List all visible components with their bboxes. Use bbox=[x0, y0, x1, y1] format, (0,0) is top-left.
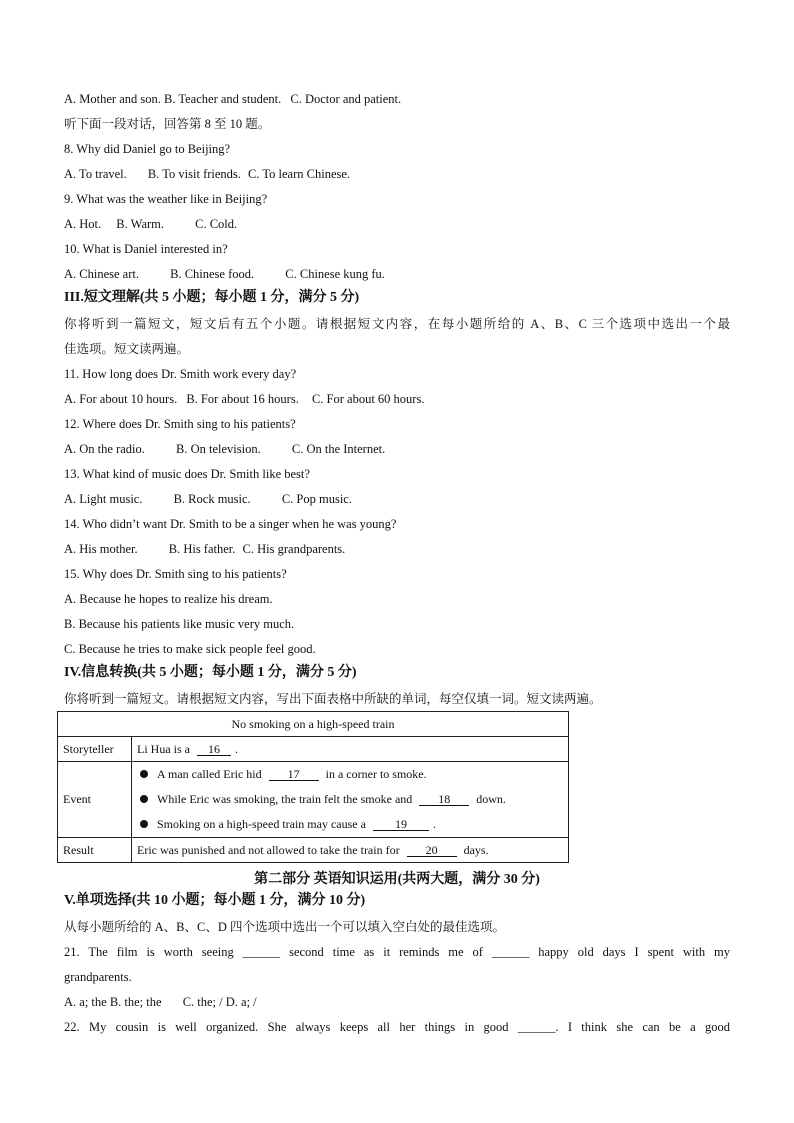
q15-option-a: A. Because he hopes to realize his dream. bbox=[64, 592, 273, 606]
option: C. Cold. bbox=[195, 217, 238, 231]
option: C. the; / bbox=[182, 995, 223, 1009]
q14-options bbox=[64, 541, 345, 557]
option: A. On the radio. bbox=[64, 442, 145, 456]
info-table bbox=[57, 711, 569, 863]
option: B. Warm. bbox=[116, 217, 164, 231]
q8-options bbox=[64, 166, 350, 182]
option: B. For about 16 hours. bbox=[186, 392, 299, 406]
cell-text: Smoking on a high-speed train may cause a bbox=[157, 817, 366, 831]
answer-blank-18[interactable]: 18 bbox=[419, 793, 469, 806]
question-15: 15. Why does Dr. Smith sing to his patients? bbox=[64, 567, 287, 581]
cell-text: down. bbox=[476, 792, 506, 806]
question-14: 14. Who didn’t want Dr. Smith to be a singer when he was young? bbox=[64, 517, 397, 531]
option: B. Teacher and student. bbox=[164, 92, 282, 106]
bullet-icon bbox=[140, 770, 148, 778]
option: C. On the Internet. bbox=[291, 442, 386, 456]
q10-options bbox=[64, 266, 385, 282]
option: B. Rock music. bbox=[173, 492, 251, 506]
answer-blank-19[interactable]: 19 bbox=[373, 818, 429, 831]
option: A. Hot. bbox=[64, 217, 102, 231]
cell-text: days. bbox=[463, 842, 489, 857]
table-row bbox=[58, 712, 569, 737]
question-12: 12. Where does Dr. Smith sing to his patients? bbox=[64, 417, 296, 431]
option: A. Mother and son. bbox=[64, 92, 161, 106]
section-5-instruction: 从每小题所给的 A、B、C、D 四个选项中选出一个可以填入空白处的最佳选项。 bbox=[64, 920, 505, 934]
question-21-line1: 21. The film is worth seeing ______ second time as it reminds me of ______ happy old days I spent with my bbox=[64, 945, 730, 959]
option: C. Pop music. bbox=[281, 492, 352, 506]
answer-blank-20[interactable]: 20 bbox=[407, 844, 457, 857]
cell-text: Li Hua is a bbox=[137, 741, 190, 756]
event-item bbox=[136, 787, 564, 812]
instruction-8-10: 听下面一段对话，回答第 8 至 10 题。 bbox=[64, 117, 271, 131]
cell-text: . bbox=[235, 741, 238, 756]
bullet-icon bbox=[140, 795, 148, 803]
section-3-instruction-line2: 佳选项。短文读两遍。 bbox=[64, 342, 190, 356]
option: B. the; the bbox=[109, 995, 162, 1009]
bullet-icon bbox=[140, 820, 148, 828]
table-row bbox=[58, 737, 569, 762]
part-2-heading: 第二部分 英语知识运用(共两大题，满分 30 分) bbox=[254, 872, 540, 887]
q12-options bbox=[64, 441, 385, 457]
answer-blank-16[interactable]: 16 bbox=[197, 743, 231, 756]
question-9: 9. What was the weather like in Beijing? bbox=[64, 192, 268, 206]
question-10: 10. What is Daniel interested in? bbox=[64, 242, 228, 256]
cell-text: . bbox=[432, 817, 436, 831]
q11-options bbox=[64, 391, 424, 407]
option: C. Chinese kung fu. bbox=[285, 267, 385, 281]
option: A. To travel. bbox=[64, 167, 127, 181]
answer-blank-17[interactable]: 17 bbox=[269, 768, 319, 781]
cell-text: A man called Eric hid bbox=[157, 767, 262, 781]
option: C. His grandparents. bbox=[242, 542, 346, 556]
table-row bbox=[58, 838, 569, 863]
event-cell bbox=[132, 762, 569, 838]
cell-text: in a corner to smoke. bbox=[325, 767, 427, 781]
storyteller-label: Storyteller bbox=[58, 737, 132, 762]
section-4-instruction: 你将听到一篇短文。请根据短文内容，写出下面表格中所缺的单词，每空仅填一词。短文读两遍。 bbox=[64, 692, 602, 706]
cell-text: Eric was punished and not allowed to take the train for bbox=[137, 842, 400, 857]
q15-option-c: C. Because he tries to make sick people feel good. bbox=[64, 642, 316, 656]
option: A. Light music. bbox=[64, 492, 143, 506]
event-item bbox=[136, 762, 564, 787]
q13-options bbox=[64, 491, 352, 507]
option: B. His father. bbox=[168, 542, 236, 556]
option: A. Chinese art. bbox=[64, 267, 139, 281]
table-title: No smoking on a high-speed train bbox=[58, 712, 569, 737]
option: A. a; the bbox=[64, 995, 107, 1009]
option: A. His mother. bbox=[64, 542, 138, 556]
question-13: 13. What kind of music does Dr. Smith like best? bbox=[64, 467, 310, 481]
q7-options bbox=[64, 91, 401, 107]
result-cell bbox=[132, 838, 569, 863]
question-22-line1: 22. My cousin is well organized. She always keeps all her things in good ______. I think she can be a good bbox=[64, 1020, 730, 1034]
event-item bbox=[136, 812, 564, 837]
question-21-line2: grandparents. bbox=[64, 970, 132, 984]
option: C. Doctor and patient. bbox=[290, 92, 402, 106]
option: C. To learn Chinese. bbox=[248, 167, 351, 181]
option: B. Chinese food. bbox=[170, 267, 255, 281]
option: A. For about 10 hours. bbox=[64, 392, 178, 406]
option: B. On television. bbox=[176, 442, 261, 456]
cell-text: While Eric was smoking, the train felt the smoke and bbox=[157, 792, 413, 806]
question-8: 8. Why did Daniel go to Beijing? bbox=[64, 142, 231, 156]
section-3-instruction-line1: 你将听到一篇短文，短文后有五个小题。请根据短文内容，在每小题所给的 A、B、C 三个选项中选出一个最 bbox=[64, 317, 730, 331]
q15-option-b: B. Because his patients like music very much. bbox=[64, 617, 295, 631]
q9-options bbox=[64, 216, 237, 232]
section-4-heading: IV.信息转换(共 5 小题；每小题 1 分，满分 5 分) bbox=[64, 665, 357, 680]
option: D. a; / bbox=[225, 995, 257, 1009]
table-row bbox=[58, 762, 569, 838]
storyteller-cell bbox=[132, 737, 569, 762]
result-label: Result bbox=[58, 838, 132, 863]
section-3-heading: III.短文理解(共 5 小题；每小题 1 分，满分 5 分) bbox=[64, 290, 360, 305]
q21-options bbox=[64, 994, 257, 1010]
option: C. For about 60 hours. bbox=[311, 392, 425, 406]
option: B. To visit friends. bbox=[147, 167, 241, 181]
question-11: 11. How long does Dr. Smith work every day? bbox=[64, 367, 297, 381]
event-label: Event bbox=[58, 762, 132, 838]
section-5-heading: V.单项选择(共 10 小题；每小题 1 分，满分 10 分) bbox=[64, 893, 366, 908]
